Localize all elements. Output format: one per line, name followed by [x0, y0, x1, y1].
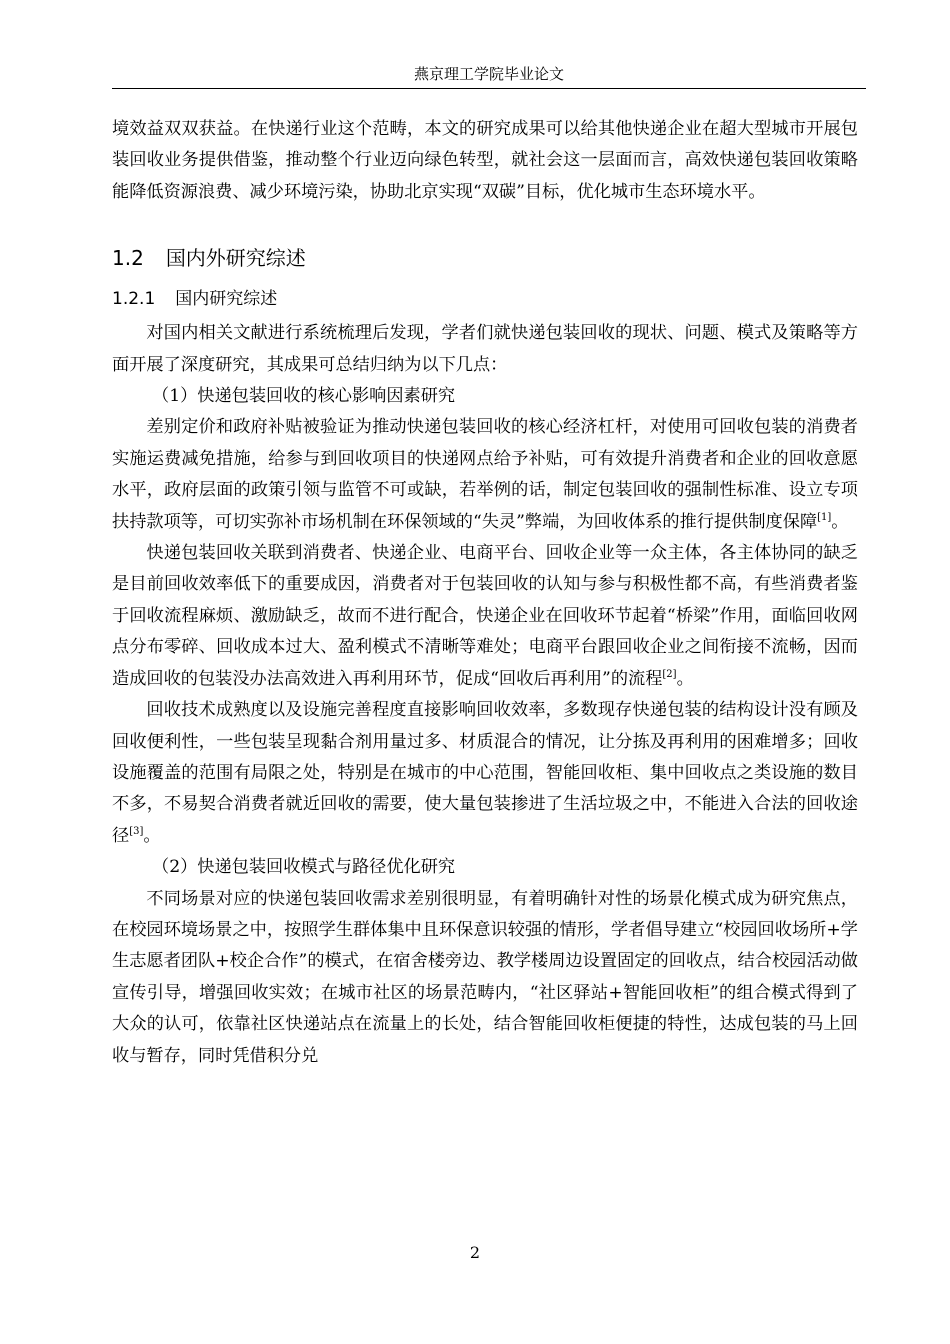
paragraph-1-text: 差别定价和政府补贴被验证为推动快递包装回收的核心经济杠杆，对使用可回收包装的消费者实施运费减免措施，给参与到回收项目的快递网点给予补贴，可有效提升消费者和企业的回收意愿水平，政府层面的政策引领与监管不可或缺，若举例的话，制定包装回收的强制性标准、设立专项扶持款项等，可切实弥补市场机制在环保领域的“失灵”弊端，为回收体系的推行提供制度保障	[112, 417, 858, 532]
paragraph-3-end: 。	[143, 825, 161, 846]
page-number: 2	[469, 1243, 481, 1262]
paragraph-3-text: 回收技术成熟度以及设施完善程度直接影响回收效率，多数现存快递包装的结构设计没有顾及回收便利性，一些包装呈现黏合剂用量过多、材质混合的情况，让分拣及再利用的困难增多；回收设施覆盖的范围有局限之处，特别是在城市的中心范围，智能回收柜、集中回收点之类设施的数目不多，不易契合消费者就近回收的需要，使大量包装掺进了生活垃圾之中，不能进入合法的回收途径	[112, 700, 858, 846]
section-heading	[112, 242, 858, 274]
subsection-heading	[112, 284, 858, 314]
section-title: 国内外研究综述	[165, 246, 306, 271]
paragraph-1-end: 。	[831, 511, 849, 532]
header-rule	[112, 88, 866, 89]
citation-ref-2[interactable]: [2]	[662, 668, 677, 680]
paragraph-2	[112, 538, 858, 695]
subsection-number: 1.2.1	[112, 289, 156, 310]
paragraph-1	[112, 412, 858, 538]
paragraph-2-end: 。	[676, 668, 694, 689]
intro-paragraph: 境效益双双获益。在快递行业这个范畴，本文的研究成果可以给其他快递企业在超大型城市开展包装回收业务提供借鉴，推动整个行业迈向绿色转型，就社会这一层面而言，高效快递包装回收策略能降低资源浪费、减少环境污染，协助北京实现“双碳”目标，优化城市生态环境水平。	[112, 119, 858, 202]
subsection-title: 国内研究综述	[175, 289, 278, 310]
paragraph-3	[112, 695, 858, 852]
page-content	[112, 114, 858, 1072]
citation-ref-3[interactable]: [3]	[129, 825, 144, 837]
citation-ref-1[interactable]: [1]	[817, 511, 832, 523]
paragraph-4: 不同场景对应的快递包装回收需求差别很明显，有着明确针对性的场景化模式成为研究焦点，在校园环境场景之中，按照学生群体集中且环保意识较强的情形，学者倡导建立“校园回收场所+学生志愿者团队+校企合作”的模式，在宿舍楼旁边、教学楼周边设置固定的回收点，结合校园活动做宣传引导，增强回收实效；在城市社区的场景范畴内，“社区驿站+智能回收柜”的组合模式得到了大众的认可，依靠社区快递站点在流量上的长处，结合智能回收柜便捷的特性，达成包装的马上回收与暂存，同时凭借积分兑	[112, 888, 858, 1066]
list-item-1: （1）快递包装回收的核心影响因素研究	[152, 386, 456, 407]
overview-paragraph: 对国内相关文献进行系统梳理后发现，学者们就快递包装回收的现状、问题、模式及策略等方面开展了深度研究，其成果可总结归纳为以下几点：	[112, 323, 858, 375]
section-number: 1.2	[112, 246, 144, 271]
list-item-2: （2）快递包装回收模式与路径优化研究	[152, 857, 456, 878]
paragraph-2-text: 快递包装回收关联到消费者、快递企业、电商平台、回收企业等一众主体，各主体协同的缺乏是目前回收效率低下的重要成因，消费者对于包装回收的认知与参与积极性都不高，有些消费者鉴于回收流程麻烦、激励缺乏，故而不进行配合，快递企业在回收环节起着“桥梁”作用，面临回收网点分布零碎、回收成本过大、盈利模式不清晰等难处；电商平台跟回收企业之间衔接不流畅，因而造成回收的包装没办法高效进入再利用环节，促成“回收后再利用”的流程	[112, 543, 858, 689]
page-header: 燕京理工学院毕业论文	[413, 65, 564, 83]
